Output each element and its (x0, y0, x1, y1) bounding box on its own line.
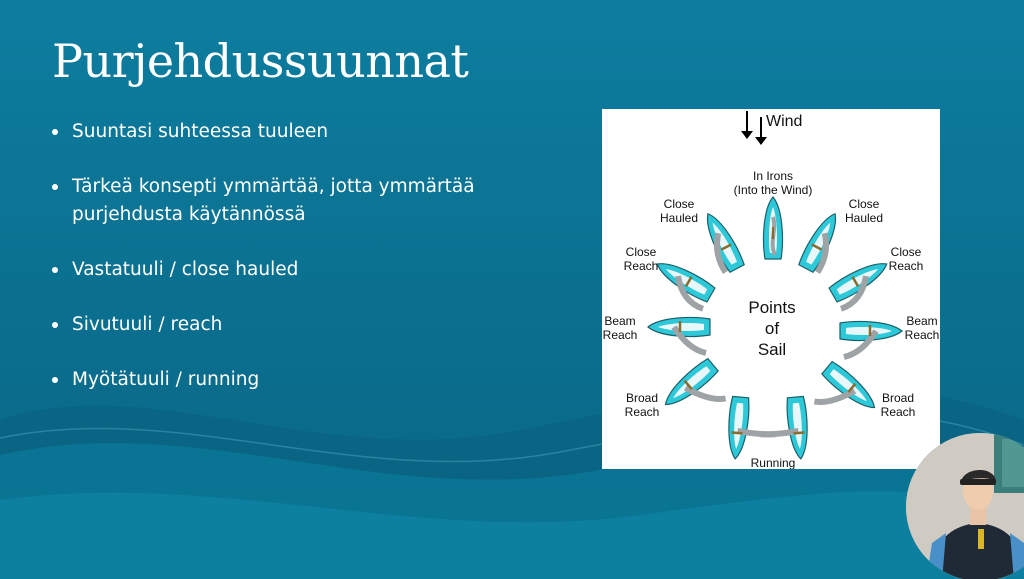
center-title-line-2: of (764, 319, 780, 338)
label-close-reach-left: Close (625, 245, 657, 259)
label-close-hauled-right-2: Hauled (844, 211, 884, 225)
bullet-item: Suuntasi suhteessa tuuleen (50, 118, 520, 146)
label-beam-reach-right: Beam (906, 314, 938, 328)
label-close-hauled-right: Close (848, 197, 880, 211)
boat-broad-reach-left-icon (659, 357, 734, 430)
label-running: Running (750, 456, 796, 469)
label-beam-reach-left-2: Reach (602, 328, 638, 342)
label-broad-reach-left-2: Reach (624, 405, 660, 419)
label-close-hauled-left-2: Hauled (659, 211, 699, 225)
boat-close-reach-left-icon (649, 256, 716, 310)
label-close-hauled-left: Close (663, 197, 695, 211)
label-broad-reach-right: Broad (881, 391, 915, 405)
label-close-reach-right-2: Reach (888, 259, 924, 273)
boat-beam-reach-right-icon (840, 322, 902, 357)
bullet-item: Tärkeä konsepti ymmärtää, jotta ymmärtää purjehdusta käytännössä (50, 173, 520, 229)
boat-close-reach-right-icon (828, 256, 895, 310)
wind-label: Wind (766, 113, 803, 130)
boat-running-right-icon (758, 396, 811, 462)
wind-arrow-icon (741, 111, 767, 145)
label-broad-reach-left: Broad (625, 391, 659, 405)
boat-close-hauled-right-icon (798, 209, 846, 274)
label-close-reach-right: Close (890, 245, 922, 259)
center-title-line-1: Points (748, 298, 796, 317)
bullet-list (50, 118, 520, 421)
boat-beam-reach-left-icon (648, 318, 710, 353)
label-broad-reach-right-2: Reach (880, 405, 916, 419)
label-beam-reach-left: Beam (604, 314, 636, 328)
bullet-item: Sivutuuli / reach (50, 311, 520, 339)
boat-broad-reach-right-icon (805, 360, 880, 433)
slide-title: Purjehdussuunnat (52, 34, 469, 88)
label-beam-reach-right-2: Reach (904, 328, 940, 342)
points-of-sail-diagram (602, 109, 940, 469)
bullet-item: Vastatuuli / close hauled (50, 256, 520, 284)
label-in-irons: In Irons (752, 169, 794, 183)
label-close-reach-left-2: Reach (623, 259, 659, 273)
center-title-line-3: Sail (757, 340, 787, 359)
label-in-irons-sub: (Into the Wind) (733, 183, 813, 197)
boat-in-irons-icon (764, 197, 783, 259)
boat-close-hauled-left-icon (697, 209, 745, 274)
boat-running-left-icon (726, 396, 779, 462)
bullet-item: Myötätuuli / running (50, 366, 520, 394)
